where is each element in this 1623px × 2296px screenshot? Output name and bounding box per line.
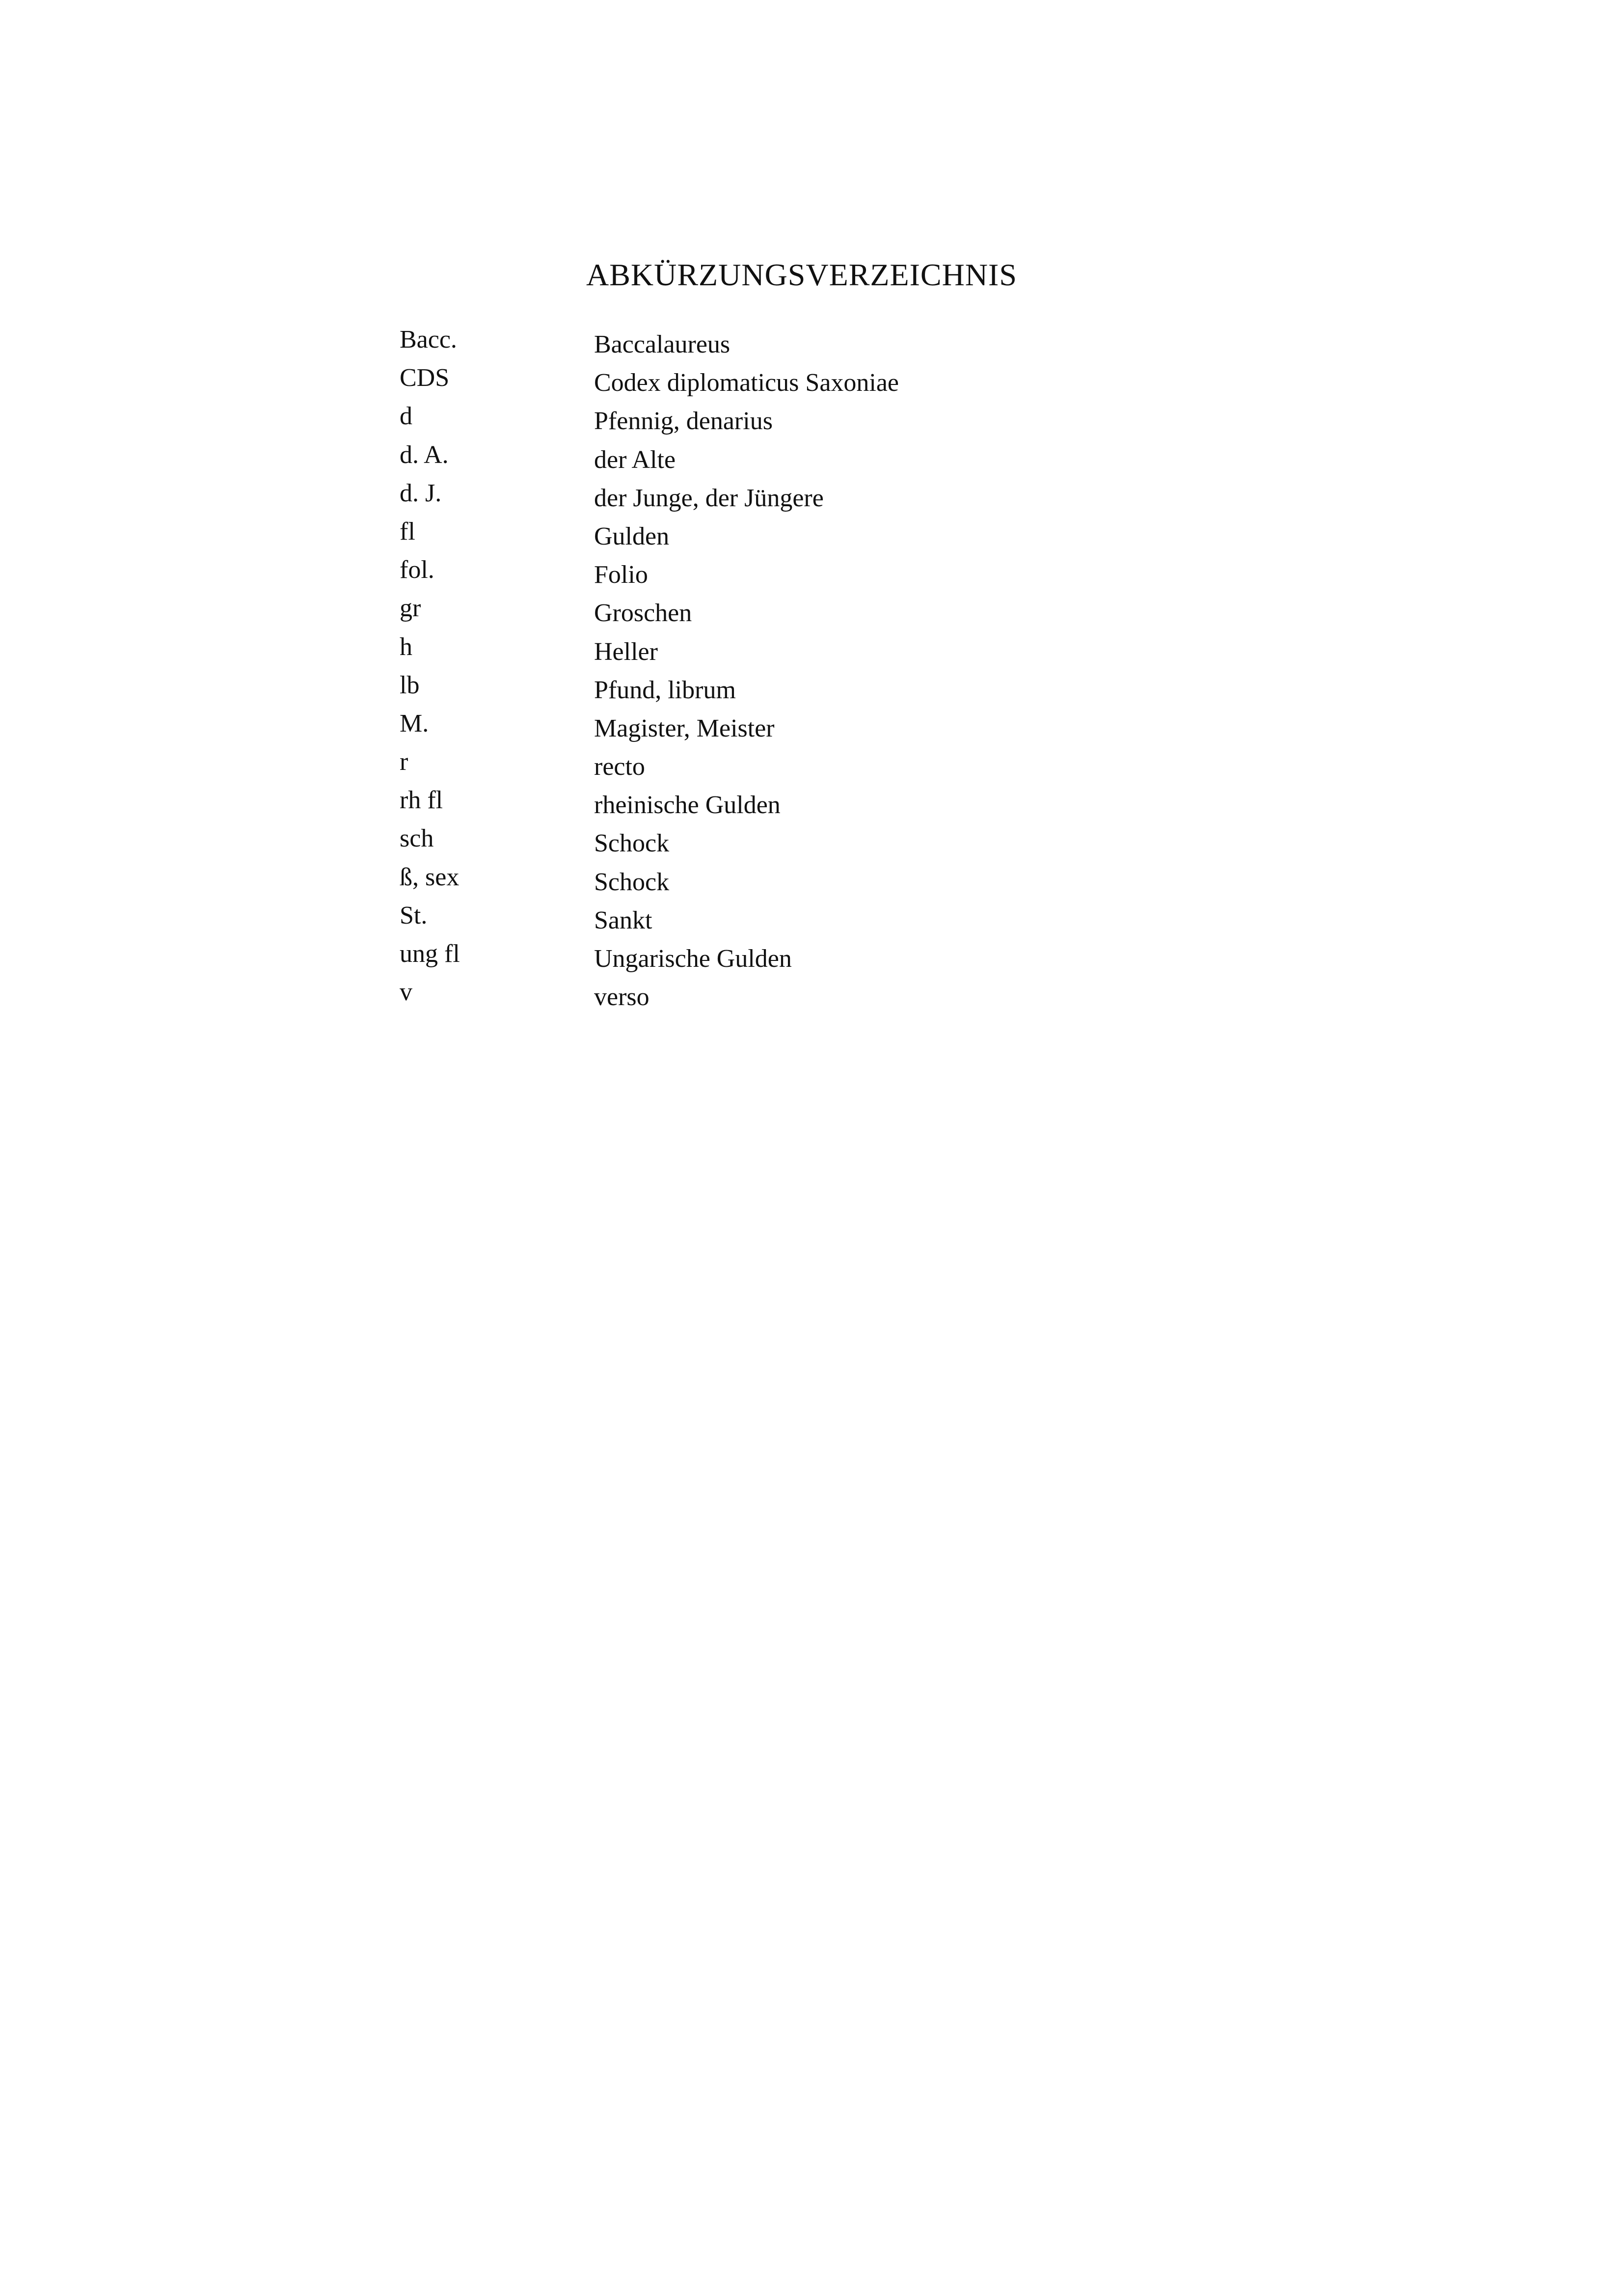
- abbreviation-term: h: [400, 632, 412, 661]
- abbreviation-term: v: [400, 978, 412, 1007]
- abbreviation-definition: Gulden: [594, 522, 670, 550]
- abbreviation-definition: der Junge, der Jüngere: [594, 484, 824, 512]
- abbreviation-list: [400, 324, 1185, 1015]
- abbreviation-term: r: [400, 748, 408, 776]
- abbreviation-definition: rheinische Gulden: [594, 791, 781, 820]
- abbreviation-definition: Schock: [594, 829, 670, 858]
- abbreviation-term: d: [400, 402, 412, 431]
- abbreviation-row: [400, 823, 1185, 861]
- abbreviation-row: [400, 785, 1185, 823]
- abbreviation-row: [400, 362, 1185, 401]
- abbreviation-definition: Sankt: [594, 906, 652, 934]
- abbreviation-row: [400, 516, 1185, 554]
- abbreviation-row: [400, 708, 1185, 746]
- abbreviation-term: rh fl: [400, 786, 443, 815]
- abbreviation-definition: verso: [594, 983, 649, 1011]
- abbreviation-row: [400, 439, 1185, 478]
- abbreviation-row: [400, 478, 1185, 516]
- abbreviation-definition: Baccalaureus: [594, 330, 730, 358]
- abbreviation-row: [400, 938, 1185, 977]
- abbreviation-row: [400, 554, 1185, 593]
- abbreviation-term: CDS: [400, 364, 450, 392]
- abbreviation-term: ung fl: [400, 940, 460, 968]
- abbreviation-definition: recto: [594, 753, 645, 781]
- abbreviation-definition: Heller: [594, 637, 658, 666]
- abbreviation-definition: Ungarische Gulden: [594, 945, 792, 973]
- abbreviation-term: sch: [400, 824, 434, 853]
- abbreviation-term: d. A.: [400, 440, 449, 469]
- abbreviation-definition: Folio: [594, 561, 648, 589]
- abbreviation-definition: Schock: [594, 868, 670, 896]
- abbreviation-row: [400, 900, 1185, 938]
- page-title: ABKÜRZUNGSVERZEICHNIS: [586, 257, 1017, 292]
- abbreviation-term: lb: [400, 671, 420, 699]
- abbreviation-definition: Codex diplomaticus Saxoniae: [594, 369, 899, 397]
- abbreviation-term: d. J.: [400, 479, 442, 507]
- abbreviation-definition: Pfund, librum: [594, 676, 736, 704]
- abbreviation-definition: Pfennig, denarius: [594, 407, 773, 436]
- abbreviation-row: [400, 977, 1185, 1015]
- abbreviation-row: [400, 631, 1185, 670]
- abbreviation-row: [400, 401, 1185, 439]
- abbreviation-row: [400, 862, 1185, 900]
- abbreviation-term: St.: [400, 901, 428, 929]
- abbreviation-term: ß, sex: [400, 863, 460, 891]
- abbreviation-row: [400, 324, 1185, 362]
- abbreviation-term: gr: [400, 594, 421, 623]
- abbreviation-term: M.: [400, 709, 429, 738]
- abbreviation-row: [400, 670, 1185, 708]
- abbreviation-term: fol.: [400, 556, 434, 584]
- abbreviation-definition: Magister, Meister: [594, 714, 775, 742]
- abbreviation-row: [400, 746, 1185, 785]
- abbreviation-definition: der Alte: [594, 445, 676, 474]
- abbreviation-term: fl: [400, 517, 415, 546]
- abbreviation-definition: Groschen: [594, 599, 692, 628]
- abbreviation-row: [400, 593, 1185, 631]
- abbreviation-term: Bacc.: [400, 326, 457, 354]
